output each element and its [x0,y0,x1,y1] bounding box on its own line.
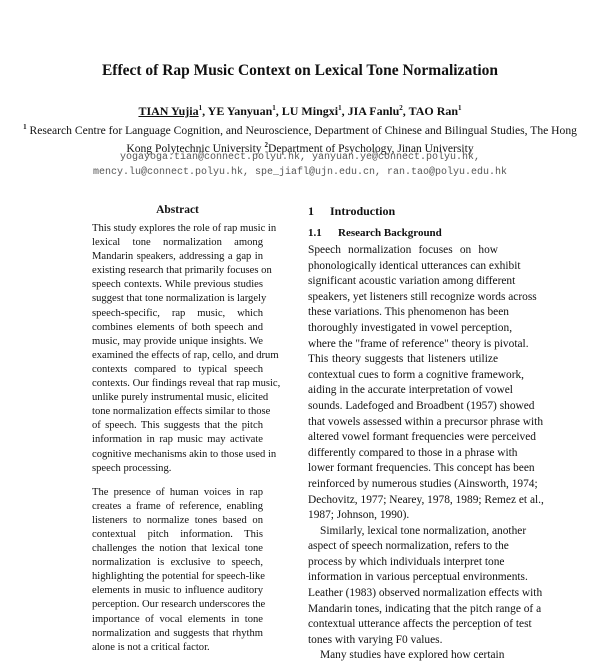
text-line: Many studies have explored how certain [320,649,505,662]
author-name: JIA Fanlu [347,104,400,118]
text-line: lexical tone normalization among [92,237,263,249]
text-line: contexts. Our findings reveal that rap music, [92,378,281,390]
section-number: 1 [308,204,314,218]
text-line: This theory suggests that listeners utilize [308,353,498,366]
affiliation-1: Research Centre for Language Cognition, and Neuroscience, Department of Chinese and Bilingual Studies, The Hong [26,123,577,137]
text-line: examined the effects of rap, cello, and drum [92,349,279,361]
text-line: Similarly, lexical tone normalization, another [320,524,527,537]
author-affiliation-mark: 2 [399,104,403,112]
author-name: YE Yanyuan [207,104,273,118]
text-line: normalization is exclusive to speech, [92,557,263,569]
text-line: elements in music to influence auditory [92,585,263,597]
section-title: Introduction [330,204,396,218]
affiliation-mark: 2 [264,141,268,150]
text-line: reinforced by numerous studies (Ainsworth, 1974; [308,477,538,490]
abstract-body [92,222,281,655]
text-line: creates a frame of reference, enabling [92,500,263,512]
paragraph [92,486,266,655]
section-heading [308,204,498,219]
email-line: mency.lu@connect.polyu.hk, spe_jiafl@ujn.edu.cn, ran.tao@polyu.edu.hk [92,167,508,178]
text-line: cognitive mechanisms akin to those used in [92,448,277,460]
abstract-heading: Abstract [156,204,199,216]
text-line: aiding in the accurate interpretation of vowel [308,384,513,397]
paragraph [308,243,544,524]
author-affiliation-mark: 1 [458,104,462,112]
abstract-column [92,204,281,655]
text-line: information in various perceptual environments. [308,571,528,584]
text-line: 1987; Johnson, 1990). [308,509,410,522]
text-line: altered vowel formant frequencies were perceived [308,431,537,444]
text-line: importance of vocal elements in tone [92,613,263,625]
email-line: yogayoga.tian@connect.polyu.hk, yanyuan.ye@connect.polyu.hk, [119,152,481,163]
text-line: Speech normalization focuses on how [308,244,498,256]
paper-title: Effect of Rap Music Context on Lexical Tone Normalization [101,62,499,79]
text-line: speech contexts. While previous studies [92,279,263,291]
text-line: The presence of human voices in rap [92,486,263,498]
author-name: TIAN Yujia [138,104,199,118]
text-line: perception. Our research underscores the [92,599,266,611]
paragraph [308,524,543,649]
text-line: information in rap music may activate [92,434,263,446]
author-affiliation-mark: 1 [272,104,276,112]
author-list: TIAN Yujia$^1$, YE Yanyuan$^1$, LU Mingxi$^1$, JIA Fanlu$^2$, TAO Ran$^1$ [138,104,462,118]
text-line: speakers, yet listeners still recognize words across [308,290,537,303]
text-line: highlighting the potential for speech-like [92,571,265,583]
text-line: contextual cues to form a cognitive framework, [308,368,525,381]
text-line: Leather (1983) observed normalization effects with [308,587,543,600]
text-line: existing research that primarily focuses on [92,265,272,277]
introduction-column [308,204,544,664]
text-line: normalization and suggests that rhythm [92,627,263,639]
text-line: music, may provide unique insights. We [92,335,263,347]
author-emails [0,150,600,180]
text-line: alone is not a critical factor. [92,641,210,653]
subsection-heading [308,227,498,239]
subsection-title: Research Background [338,227,442,239]
text-line: Dechovitz, 1977; Nearey, 1978, 1989; Remez et al., [308,493,544,506]
text-line: speech processing. [92,462,172,474]
text-line: sounds. Ladefoged and Broadbent (1957) showed [308,399,535,412]
affiliation-2: Department of Psychology, Jinan University [267,142,474,156]
text-line: Mandarin speakers, addressing a gap in [92,251,263,263]
paragraph [92,222,281,476]
text-line: significant acoustic variation among different [308,275,516,288]
text-line: This study explores the role of rap music in [92,223,277,234]
introduction-body [308,243,544,664]
paragraph [308,648,505,664]
text-line: that vowels assessed within a precursor phrase with [308,415,544,428]
text-line: contexts compared to typical speech [92,363,263,375]
text-line: Mandarin tones, indicating that the pitch range of a [308,602,542,615]
author-affiliation-mark: 1 [198,104,203,112]
text-line: aspect of speech normalization, refers to the [308,540,509,553]
text-line: contextual pitch information. This [92,528,263,540]
affiliation-mark: 1 [23,123,27,131]
text-line: thoroughly investigated in vowel perception, [308,321,513,334]
text-line: combines elements of both speech and [92,321,263,333]
text-line: listeners to normalize tones based on [92,514,263,526]
text-line: unlike purely instrumental music, elicited [92,392,269,404]
text-line: these variations. This phenomenon has been [308,306,509,319]
text-line: lower formant frequencies. This concept has been [308,462,535,475]
affiliation-1-cont: Kong Polytechnic University [126,142,265,156]
text-line: suggest that tone normalization is largely [92,293,267,305]
text-line: contextual utterance affects the perception of test [308,618,532,631]
subsection-number: 1.1 [308,227,322,239]
author-affiliation-mark: 1 [338,104,342,112]
text-line: tone normalization effects similar to those [92,406,271,418]
text-line: where the "frame of reference" theory is pivotal. [308,337,529,350]
text-line: of speech. This suggests that the pitch [92,420,263,432]
text-line: process by which individuals interpret tone [308,555,505,568]
author-name: LU Mingxi [281,104,339,118]
text-line: challenges the notion that lexical tone [92,543,263,555]
author-name: TAO Ran [408,104,459,118]
text-line: phonologically identical utterances can exhibit [308,259,521,272]
text-line: differently compared to those in a phrase with [308,446,518,459]
text-line: speech-specific, rap music, which [92,307,263,319]
text-line: tones with varying F0 values. [308,633,443,646]
